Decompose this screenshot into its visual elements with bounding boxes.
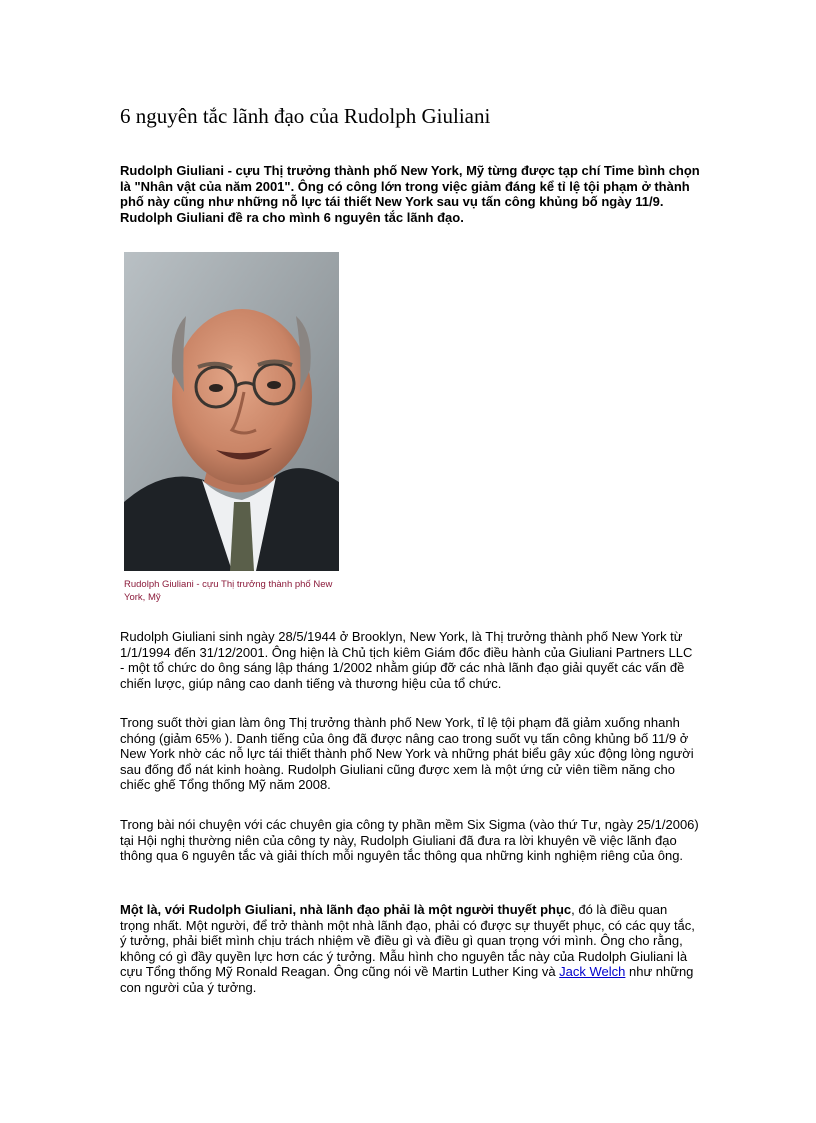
page-title: 6 nguyên tắc lãnh đạo của Rudolph Giuliani — [120, 104, 491, 128]
jack-welch-link[interactable]: Jack Welch — [559, 964, 626, 980]
principle-one-heading: Một là, với Rudolph Giuliani, nhà lãnh đạo phải là một người thuyết phục — [120, 902, 572, 917]
paragraph-six-sigma-talk: Trong bài nói chuyện với các chuyên gia công ty phần mềm Six Sigma (vào thứ Tư, ngày 25/1/2006) tại Hội nghị thường niên của công ty này, Rudolph Giuliani đã đưa ra lời khuyên về việc lãnh đạo thông qua 6 nguyên tắc và giải thích mỗi nguyên tắc thông qua những kinh nghiệm riêng của ông. — [120, 817, 699, 864]
paragraph-mayor-term: Trong suốt thời gian làm ông Thị trưởng thành phố New York, tỉ lệ tội phạm đã giảm xuống nhanh chóng (giảm 65% ). Danh tiếng của ông đã được nâng cao trong suốt vụ tấn công khủng bố 11/9 ở New York nhờ các nỗ lực tái thiết thành phố New York và những phát biểu gây xúc động lòng người sau đống đổ nát kinh hoàng. Rudolph Giuliani cũng được xem là một ứng cử viên tiềm năng cho chiếc ghế Tổng thống Mỹ năm 2008. — [120, 715, 694, 793]
portrait-photo — [124, 252, 339, 571]
principle-one-end: như những con người của ý tưởng. — [120, 964, 694, 995]
intro-paragraph: Rudolph Giuliani - cựu Thị trưởng thành phố New York, Mỹ từng được tạp chí Time bình chọn là "Nhân vật của năm 2001". Ông có công lớn trong việc giảm đáng kể tỉ lệ tội phạm ở thành phố này cũng như những nỗ lực tái thiết New York sau vụ tấn công khủng bố ngày 11/9. Rudolph Giuliani đề ra cho mình 6 nguyên tắc lãnh đạo. — [120, 163, 700, 225]
paragraph-principle-one — [120, 902, 700, 996]
principle-one-text: , đó là điều quan trọng nhất. Một người, để trở thành một nhà lãnh đạo, phải có được sự thuyết phục, có các quy tắc, ý tưởng, phải biết mình chịu trách nhiệm về điều gì và điều gì quan trọng với mình. Ông cho rằng, không có gì đầy quyền lực hơn các ý tưởng. Mẫu hình cho nguyên tắc này của Rudolph Giuliani là cựu Tổng thống Mỹ Ronald Reagan. Ông cũng nói về Martin Luther King và — [120, 902, 695, 980]
photo-caption: Rudolph Giuliani - cựu Thị trưởng thành phố New York, Mỹ — [124, 579, 333, 603]
paragraph-biography: Rudolph Giuliani sinh ngày 28/5/1944 ở Brooklyn, New York, là Thị trưởng thành phố New York từ 1/1/1994 đến 31/12/2001. Ông hiện là Chủ tịch kiêm Giám đốc điều hành của Giuliani Partners LLC - một tổ chức do ông sáng lập tháng 1/2002 nhằm giúp đỡ các nhà lãnh đạo giải quyết các vấn đề chiến lược, giúp nâng cao danh tiếng và thương hiệu của tổ chức. — [120, 629, 693, 691]
